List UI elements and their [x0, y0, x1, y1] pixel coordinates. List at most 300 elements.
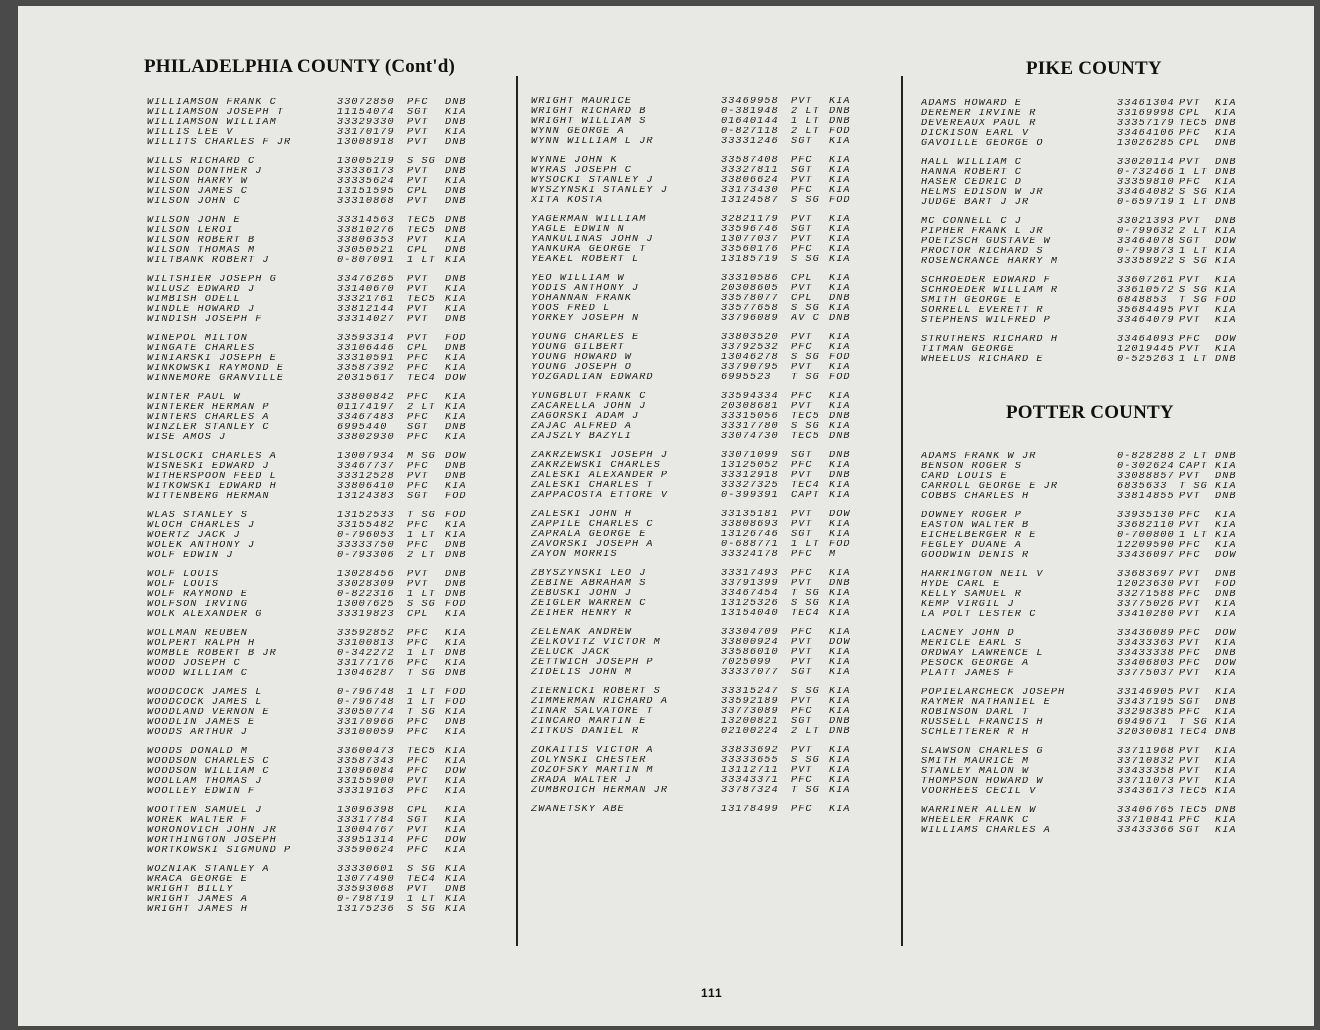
soldier-name: YOUNG JOSEPH O: [531, 363, 632, 373]
status: KIA: [829, 245, 851, 255]
status: KIA: [1215, 757, 1237, 767]
serial-number: 12019445: [1117, 345, 1175, 355]
rank: PVT: [791, 638, 813, 648]
status: DNB: [1215, 452, 1237, 462]
serial-number: 33592852: [337, 629, 395, 639]
status: DNB: [829, 412, 851, 422]
status: DNB: [445, 570, 467, 580]
roster-row: [531, 392, 859, 402]
roster-row: [921, 286, 1245, 296]
rank: PVT: [407, 315, 429, 325]
rank: SGT: [407, 816, 429, 826]
soldier-name: EICHELBERGER R E: [921, 531, 1037, 541]
soldier-name: ZAGORSKI ADAM J: [531, 412, 640, 422]
serial-number: 0-798719: [337, 895, 395, 905]
status: FOD: [829, 127, 851, 137]
rank: PFC: [1179, 541, 1201, 551]
roster-row: [147, 236, 475, 246]
roster-group: [147, 511, 475, 561]
status: FOD: [445, 698, 467, 708]
roster-row: [147, 138, 475, 148]
roster-row: [921, 659, 1245, 669]
serial-number: 13026285: [1117, 139, 1175, 149]
serial-number: 33436173: [1117, 787, 1175, 797]
roster-row: [147, 590, 475, 600]
soldier-name: ZIERNICKI ROBERT S: [531, 687, 661, 697]
rank: PFC: [791, 707, 813, 717]
soldier-name: YANKULINAS JOHN J: [531, 235, 654, 245]
status: KIA: [829, 491, 851, 501]
status: KIA: [1215, 462, 1237, 472]
status: KIA: [445, 865, 467, 875]
serial-number: 13125052: [721, 461, 779, 471]
roster-row: [147, 275, 475, 285]
soldier-name: WRIGHT JAMES A: [147, 895, 248, 905]
soldier-name: WILUSZ EDWARD J: [147, 285, 256, 295]
soldier-name: WOODS DONALD M: [147, 747, 248, 757]
status: DNB: [829, 107, 851, 117]
serial-number: 33592189: [721, 697, 779, 707]
status: KIA: [445, 777, 467, 787]
status: KIA: [445, 875, 467, 885]
roster-group: [531, 156, 859, 206]
soldier-name: WOLPERT RALPH H: [147, 639, 256, 649]
serial-number: 33710841: [1117, 816, 1175, 826]
soldier-name: WLAS STANLEY S: [147, 511, 248, 521]
serial-number: 0-822316: [337, 590, 395, 600]
roster-row: [147, 295, 475, 305]
roster-row: [147, 718, 475, 728]
status: KIA: [445, 905, 467, 915]
soldier-name: WOLF RAYMOND E: [147, 590, 248, 600]
rank: T SG: [407, 669, 436, 679]
rank: SGT: [791, 717, 813, 727]
roster-row: [921, 600, 1245, 610]
status: KIA: [829, 687, 851, 697]
serial-number: 33464078: [1117, 237, 1175, 247]
status: KIA: [1215, 688, 1237, 698]
roster-group: [921, 276, 1245, 326]
status: DNB: [445, 669, 467, 679]
status: KIA: [829, 599, 851, 609]
rank: T SG: [1179, 296, 1208, 306]
soldier-name: WOOLLAM THOMAS J: [147, 777, 263, 787]
status: KIA: [829, 422, 851, 432]
status: DOW: [1215, 237, 1237, 247]
serial-number: 33357179: [1117, 119, 1175, 129]
roster-row: [921, 787, 1245, 797]
soldier-name: ZIMMERMAN RICHARD A: [531, 697, 669, 707]
status: KIA: [1215, 276, 1237, 286]
roster-row: [147, 747, 475, 757]
roster-row: [147, 334, 475, 344]
serial-number: 33800842: [337, 393, 395, 403]
soldier-name: WOLF EDWIN J: [147, 551, 234, 561]
status: KIA: [1215, 541, 1237, 551]
roster-row: [921, 777, 1245, 787]
rank: PFC: [1179, 649, 1201, 659]
roster-group: [531, 569, 859, 619]
status: KIA: [829, 776, 851, 786]
soldier-name: ZUMBROICH HERMAN JR: [531, 786, 669, 796]
roster-row: [147, 462, 475, 472]
serial-number: 33792532: [721, 343, 779, 353]
status: DNB: [1215, 590, 1237, 600]
roster-row: [531, 422, 859, 432]
serial-number: 7025099: [721, 658, 772, 668]
soldier-name: WINTERER HERMAN P: [147, 403, 270, 413]
roster-row: [531, 117, 859, 127]
rank: PVT: [1179, 669, 1201, 679]
roster-row: [147, 610, 475, 620]
rank: S SG: [791, 304, 820, 314]
rank: PVT: [407, 885, 429, 895]
rank: PFC: [407, 757, 429, 767]
status: KIA: [1215, 669, 1237, 679]
roster-group: [921, 629, 1245, 679]
serial-number: 33327325: [721, 481, 779, 491]
roster-row: [921, 521, 1245, 531]
rank: S SG: [1179, 188, 1208, 198]
soldier-name: WYSOCKI STANLEY J: [531, 176, 654, 186]
roster-row: [921, 99, 1245, 109]
serial-number: 33812144: [337, 305, 395, 315]
rank: TEC5: [407, 216, 436, 226]
rank: 2 LT: [791, 127, 820, 137]
status: KIA: [829, 609, 851, 619]
roster-row: [531, 274, 859, 284]
rank: PVT: [1179, 600, 1201, 610]
status: DNB: [445, 275, 467, 285]
status: DNB: [445, 315, 467, 325]
heading-pike: PIKE COUNTY: [1026, 58, 1162, 79]
roster-row: [531, 786, 859, 796]
status: KIA: [445, 295, 467, 305]
serial-number: 33433363: [1117, 639, 1175, 649]
soldier-name: ZRADA WALTER J: [531, 776, 632, 786]
status: DNB: [445, 472, 467, 482]
rank: TEC4: [407, 374, 436, 384]
serial-number: 6835633: [1117, 482, 1168, 492]
serial-number: 33464082: [1117, 188, 1175, 198]
soldier-name: WRIGHT MAURICE: [531, 97, 632, 107]
rank: 1 LT: [407, 256, 436, 266]
status: KIA: [445, 639, 467, 649]
rank: PFC: [791, 392, 813, 402]
soldier-name: WITHERSPOON FEED L: [147, 472, 277, 482]
roster-row: [147, 806, 475, 816]
serial-number: 13112711: [721, 766, 779, 776]
serial-number: 20315617: [337, 374, 395, 384]
rank: PVT: [1179, 306, 1201, 316]
status: KIA: [1215, 99, 1237, 109]
serial-number: 13152533: [337, 511, 395, 521]
status: DNB: [1215, 728, 1237, 738]
soldier-name: WOOLLEY EDWIN F: [147, 787, 256, 797]
roster-group: [921, 570, 1245, 620]
status: DOW: [445, 452, 467, 462]
soldier-name: XITA KOSTA: [531, 196, 604, 206]
roster-row: [921, 698, 1245, 708]
roster-row: [531, 107, 859, 117]
status: KIA: [829, 481, 851, 491]
soldier-name: ZBYSZYNSKI LEO J: [531, 569, 647, 579]
soldier-name: RAYMER NATHANIEL E: [921, 698, 1051, 708]
serial-number: 33072850: [337, 98, 395, 108]
roster-row: [147, 413, 475, 423]
serial-number: 33436089: [1117, 629, 1175, 639]
status: KIA: [445, 433, 467, 443]
roster-row: [531, 746, 859, 756]
soldier-name: WILTBANK ROBERT J: [147, 256, 270, 266]
serial-number: 33071099: [721, 451, 779, 461]
serial-number: 20308681: [721, 402, 779, 412]
status: KIA: [1215, 767, 1237, 777]
serial-number: 32030081: [1117, 728, 1175, 738]
rank: PFC: [1179, 511, 1201, 521]
roster-row: [147, 216, 475, 226]
roster-group: [147, 452, 475, 502]
rank: S SG: [791, 196, 820, 206]
rank: PVT: [791, 520, 813, 530]
status: KIA: [829, 520, 851, 530]
rank: M SG: [407, 452, 436, 462]
serial-number: 33271588: [1117, 590, 1175, 600]
rank: PFC: [791, 461, 813, 471]
soldier-name: WOMBLE ROBERT B JR: [147, 649, 277, 659]
status: KIA: [1215, 316, 1237, 326]
rank: TEC5: [791, 432, 820, 442]
serial-number: 33312528: [337, 472, 395, 482]
soldier-name: YOZGADLIAN EDWARD: [531, 373, 654, 383]
status: KIA: [829, 628, 851, 638]
roster-row: [147, 551, 475, 561]
serial-number: 13175236: [337, 905, 395, 915]
soldier-name: WINDISH JOSEPH F: [147, 315, 263, 325]
status: DNB: [445, 462, 467, 472]
status: DNB: [445, 590, 467, 600]
soldier-name: ZITKUS DANIEL R: [531, 727, 640, 737]
rank: CPL: [407, 187, 429, 197]
rank: T SG: [1179, 482, 1208, 492]
soldier-name: WINTER PAUL W: [147, 393, 241, 403]
serial-number: 12209590: [1117, 541, 1175, 551]
rank: PVT: [1179, 276, 1201, 286]
status: FOD: [1215, 296, 1237, 306]
status: KIA: [445, 364, 467, 374]
status: KIA: [1215, 639, 1237, 649]
serial-number: 0-732466: [1117, 168, 1175, 178]
status: DOW: [1215, 335, 1237, 345]
serial-number: 33578077: [721, 294, 779, 304]
serial-number: 13185719: [721, 255, 779, 265]
soldier-name: ZAVORSKI JOSEPH A: [531, 540, 654, 550]
rank: PVT: [407, 118, 429, 128]
soldier-name: WILSON DONTHER J: [147, 167, 263, 177]
status: KIA: [445, 236, 467, 246]
rank: PVT: [407, 826, 429, 836]
status: DNB: [1215, 492, 1237, 502]
status: DNB: [829, 314, 851, 324]
roster-group: [147, 157, 475, 207]
status: DNB: [1215, 168, 1237, 178]
rank: PFC: [407, 836, 429, 846]
heading-potter: POTTER COUNTY: [1006, 402, 1174, 423]
rank: CAPT: [791, 491, 820, 501]
serial-number: 13125326: [721, 599, 779, 609]
soldier-name: WYNNE JOHN K: [531, 156, 618, 166]
rank: S SG: [407, 865, 436, 875]
roster-row: [921, 649, 1245, 659]
rank: PVT: [407, 570, 429, 580]
soldier-name: YUNGBLUT FRANK C: [531, 392, 647, 402]
rank: PVT: [407, 285, 429, 295]
serial-number: 33314563: [337, 216, 395, 226]
serial-number: 33100059: [337, 728, 395, 738]
roster-row: [531, 540, 859, 550]
rank: PFC: [407, 767, 429, 777]
serial-number: 33146905: [1117, 688, 1175, 698]
roster-group: [147, 747, 475, 797]
serial-number: 33464093: [1117, 335, 1175, 345]
rank: PVT: [407, 167, 429, 177]
rank: PVT: [1179, 767, 1201, 777]
serial-number: 33028309: [337, 580, 395, 590]
serial-number: 6848853: [1117, 296, 1168, 306]
rank: 1 LT: [407, 698, 436, 708]
soldier-name: MERICLE EARL S: [921, 639, 1022, 649]
roster-group: [147, 98, 475, 148]
roster-row: [921, 492, 1245, 502]
serial-number: 33310591: [337, 354, 395, 364]
soldier-name: WILTSHIER JOSEPH G: [147, 275, 277, 285]
status: KIA: [829, 284, 851, 294]
soldier-name: WRIGHT WILLIAM S: [531, 117, 647, 127]
rank: PVT: [791, 658, 813, 668]
status: DNB: [445, 226, 467, 236]
status: KIA: [829, 648, 851, 658]
roster-row: [921, 257, 1245, 267]
rank: PVT: [791, 579, 813, 589]
status: FOD: [829, 353, 851, 363]
roster-row: [147, 403, 475, 413]
roster-row: [147, 452, 475, 462]
roster-group: [531, 451, 859, 501]
serial-number: 33169998: [1117, 109, 1175, 119]
rank: 2 LT: [407, 551, 436, 561]
soldier-name: WOLLMAN REUBEN: [147, 629, 248, 639]
status: KIA: [445, 403, 467, 413]
soldier-name: ORDWAY LAWRENCE L: [921, 649, 1044, 659]
soldier-name: SCHLETTERER R H: [921, 728, 1030, 738]
serial-number: 33808693: [721, 520, 779, 530]
status: FOD: [1215, 580, 1237, 590]
roster-group: [147, 865, 475, 915]
serial-number: 0-399391: [721, 491, 779, 501]
soldier-name: WOODSON WILLIAM C: [147, 767, 270, 777]
roster-row: [147, 305, 475, 315]
rank: PVT: [407, 128, 429, 138]
soldier-name: WILSON JOHN C: [147, 197, 241, 207]
soldier-name: BENSON ROGER S: [921, 462, 1022, 472]
roster-row: [531, 284, 859, 294]
serial-number: 0-796053: [337, 531, 395, 541]
status: KIA: [1215, 511, 1237, 521]
rank: PFC: [407, 728, 429, 738]
rank: SGT: [791, 137, 813, 147]
serial-number: 33814855: [1117, 492, 1175, 502]
column-divider-1: [516, 76, 518, 946]
status: KIA: [1215, 482, 1237, 492]
status: DOW: [829, 510, 851, 520]
serial-number: 33806353: [337, 236, 395, 246]
serial-number: 13096084: [337, 767, 395, 777]
roster-row: [147, 826, 475, 836]
status: KIA: [1215, 109, 1237, 119]
status: KIA: [829, 805, 851, 815]
soldier-name: ZAPRALA GEORGE E: [531, 530, 647, 540]
roster-row: [921, 198, 1245, 208]
status: KIA: [445, 531, 467, 541]
roster-row: [531, 510, 859, 520]
soldier-name: WLOCH CHARLES J: [147, 521, 256, 531]
status: DOW: [445, 767, 467, 777]
rank: S SG: [791, 599, 820, 609]
roster-group: [147, 629, 475, 679]
potter-roster: [921, 452, 1245, 845]
roster-row: [531, 314, 859, 324]
rank: PVT: [1179, 158, 1201, 168]
serial-number: 13007625: [337, 600, 395, 610]
soldier-name: WORTHINGTON JOSEPH: [147, 836, 277, 846]
serial-number: 13005219: [337, 157, 395, 167]
soldier-name: WILLIAMSON FRANK C: [147, 98, 277, 108]
roster-row: [147, 649, 475, 659]
roster-row: [147, 629, 475, 639]
serial-number: 01174197: [337, 403, 395, 413]
roster-row: [147, 246, 475, 256]
serial-number: 33935130: [1117, 511, 1175, 521]
status: KIA: [829, 668, 851, 678]
soldier-name: WARRINER ALLEN W: [921, 806, 1037, 816]
soldier-name: FEGLEY DUANE A: [921, 541, 1022, 551]
soldier-name: WITKOWSKI EDWARD H: [147, 482, 277, 492]
rank: PVT: [1179, 610, 1201, 620]
soldier-name: HALL WILLIAM C: [921, 158, 1022, 168]
status: KIA: [445, 413, 467, 423]
status: KIA: [829, 225, 851, 235]
roster-group: [531, 510, 859, 560]
status: KIA: [445, 806, 467, 816]
soldier-name: WOLFSON IRVING: [147, 600, 248, 610]
soldier-name: WYSZYNSKI STANLEY J: [531, 186, 669, 196]
status: KIA: [445, 728, 467, 738]
serial-number: 33833692: [721, 746, 779, 756]
roster-row: [147, 895, 475, 905]
serial-number: 33177176: [337, 659, 395, 669]
rank: PFC: [791, 569, 813, 579]
soldier-name: WOLF LOUIS: [147, 580, 220, 590]
soldier-name: WILSON ROBERT B: [147, 236, 256, 246]
rank: CAPT: [1179, 462, 1208, 472]
serial-number: 6995440: [337, 423, 388, 433]
soldier-name: SCHROEDER WILLIAM R: [921, 286, 1059, 296]
serial-number: 13154040: [721, 609, 779, 619]
soldier-name: KEMP VIRGIL J: [921, 600, 1015, 610]
status: FOD: [829, 373, 851, 383]
soldier-name: DICKISON EARL V: [921, 129, 1030, 139]
soldier-name: WOODLIN JAMES E: [147, 718, 256, 728]
